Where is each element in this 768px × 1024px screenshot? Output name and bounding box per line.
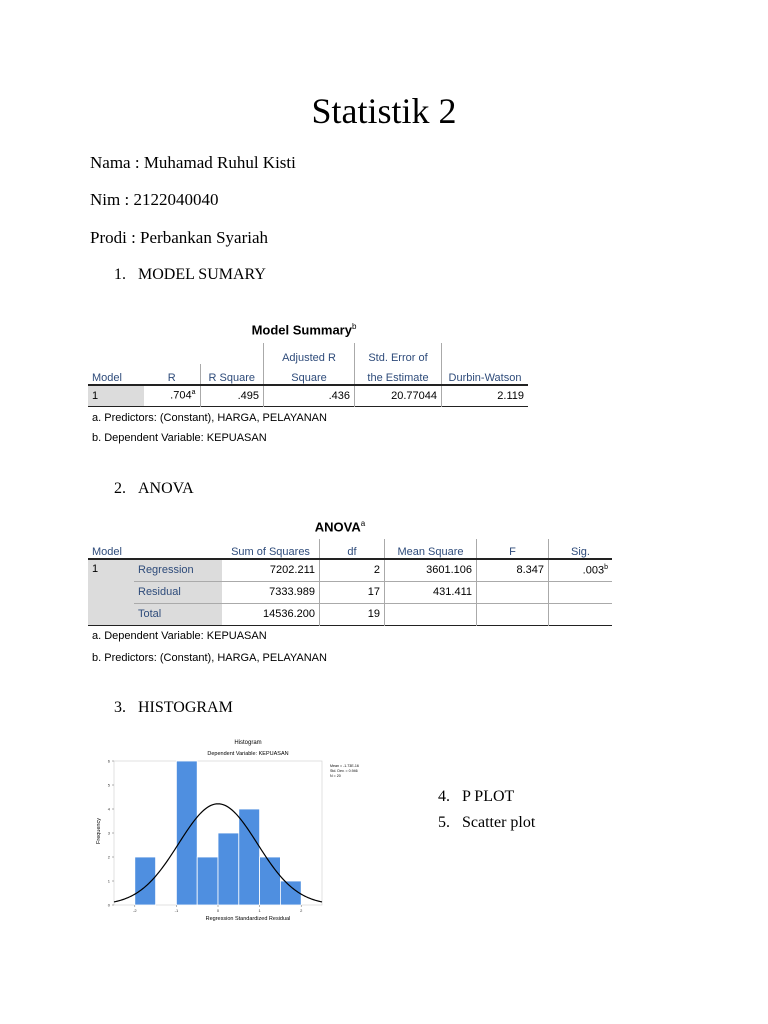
section-label: HISTOGRAM bbox=[138, 699, 233, 716]
header-df: df bbox=[320, 539, 385, 559]
x-tick-label: -1 bbox=[174, 908, 179, 913]
cell-adjusted-r: .436 bbox=[264, 385, 355, 406]
section-label: MODEL SUMARY bbox=[138, 266, 266, 283]
cell-ss: 7333.989 bbox=[269, 586, 315, 598]
document-title: Statistik 2 bbox=[311, 91, 457, 131]
header-adjusted-r: Adjusted R bbox=[264, 343, 355, 364]
anova-title-text: ANOVA bbox=[314, 519, 361, 535]
histogram-chart bbox=[90, 733, 406, 925]
cell-durbin-watson: 2.119 bbox=[442, 385, 529, 406]
anova-footnote-b: b. Predictors: (Constant), HARGA, PELAYANAN bbox=[92, 652, 327, 664]
header-model: Model bbox=[92, 372, 122, 384]
header-f: F bbox=[477, 539, 549, 559]
histogram-svg bbox=[90, 733, 406, 925]
model-summary-title bbox=[90, 322, 518, 337]
header-r-square: R Square bbox=[200, 364, 264, 385]
header-model: Model bbox=[92, 546, 122, 558]
header-mean-square: Mean Square bbox=[385, 539, 477, 559]
x-tick-label: 1 bbox=[258, 908, 261, 913]
y-tick-label: 1 bbox=[107, 878, 110, 884]
y-tick-label: 0 bbox=[107, 902, 110, 908]
section-heading-model-summary bbox=[114, 266, 266, 284]
model-summary-footnote-b: b. Dependent Variable: KEPUASAN bbox=[92, 432, 267, 444]
cell-sig bbox=[549, 603, 613, 625]
section-label: ANOVA bbox=[138, 480, 194, 497]
chart-xlabel: Regression Standardized Residual bbox=[205, 916, 291, 922]
cell-df: 2 bbox=[320, 559, 385, 581]
cell-sig bbox=[549, 559, 613, 581]
histogram-bar bbox=[280, 881, 301, 905]
title-footnote-mark: a bbox=[360, 519, 366, 528]
header-sum-of-squares: Sum of Squares bbox=[231, 546, 310, 558]
cell-sig bbox=[549, 581, 613, 603]
cell-df: 17 bbox=[320, 581, 385, 603]
header-r: R bbox=[167, 372, 176, 384]
cell-f: 8.347 bbox=[477, 559, 549, 581]
row-label-total: Total bbox=[134, 603, 222, 625]
y-tick-label: 6 bbox=[107, 758, 110, 764]
cell-df: 19 bbox=[320, 603, 385, 625]
section-number: 4. bbox=[438, 788, 450, 805]
cell-model: 1 bbox=[88, 559, 134, 625]
histogram-bar bbox=[197, 857, 218, 905]
x-tick-label: 2 bbox=[300, 908, 303, 913]
student-prodi: Prodi : Perbankan Syariah bbox=[90, 228, 268, 247]
model-summary-footnote-a: a. Predictors: (Constant), HARGA, PELAYANAN bbox=[92, 412, 327, 424]
section-label: P PLOT bbox=[462, 788, 515, 805]
section-heading-p-plot bbox=[438, 788, 514, 806]
cell-r-value: .704 bbox=[170, 390, 192, 403]
cell-ms: 431.411 bbox=[385, 581, 477, 603]
chart-ylabel: Frequency bbox=[96, 818, 102, 844]
table-row bbox=[88, 385, 528, 406]
footnote-mark: b bbox=[604, 563, 608, 571]
histogram-bar bbox=[260, 857, 281, 905]
row-label-regression: Regression bbox=[134, 559, 222, 581]
footnote-mark: a bbox=[191, 389, 196, 397]
model-summary-table bbox=[88, 343, 528, 407]
cell-std-error: 20.77044 bbox=[355, 385, 442, 406]
section-heading-anova bbox=[114, 480, 194, 498]
cell-r-square: .495 bbox=[200, 385, 264, 406]
header-durbin-watson: Durbin-Watson bbox=[442, 364, 529, 385]
section-number: 5. bbox=[438, 814, 450, 831]
histogram-bar bbox=[218, 833, 239, 905]
chart-subtitle: Dependent Variable: KEPUASAN bbox=[207, 751, 289, 757]
chart-title: Histogram bbox=[234, 740, 262, 746]
histogram-bar bbox=[239, 809, 260, 905]
stats-n: N = 20 bbox=[330, 774, 341, 778]
student-name: Nama : Muhamad Ruhul Kisti bbox=[90, 153, 296, 172]
section-heading-scatter-plot bbox=[438, 814, 535, 832]
cell-f bbox=[477, 603, 549, 625]
cell-f bbox=[477, 581, 549, 603]
stats-sd: Std. Dev. = 0.946 bbox=[330, 769, 358, 773]
cell-r bbox=[144, 385, 200, 406]
y-tick-label: 4 bbox=[107, 806, 110, 812]
x-tick-label: -2 bbox=[133, 908, 137, 913]
cell-ms: 3601.106 bbox=[385, 559, 477, 581]
header-std-error: Std. Error of bbox=[355, 343, 442, 364]
cell-ss: 14536.200 bbox=[263, 608, 315, 620]
header-sig: Sig. bbox=[549, 539, 613, 559]
y-tick-label: 5 bbox=[107, 782, 110, 788]
title-footnote-mark: b bbox=[351, 322, 357, 331]
section-label: Scatter plot bbox=[462, 814, 536, 831]
cell-ms bbox=[385, 603, 477, 625]
table-row bbox=[88, 603, 612, 625]
section-number: 3. bbox=[114, 699, 126, 716]
cell-model: 1 bbox=[88, 385, 144, 406]
section-number: 2. bbox=[114, 480, 126, 497]
y-tick-label: 2 bbox=[107, 854, 110, 860]
section-heading-histogram bbox=[114, 699, 233, 717]
anova-table bbox=[88, 539, 612, 626]
histogram-bar bbox=[176, 761, 197, 905]
student-nim: Nim : 2122040040 bbox=[90, 190, 219, 209]
table-row bbox=[88, 559, 612, 581]
row-label-residual: Residual bbox=[134, 581, 222, 603]
anova-title bbox=[90, 519, 590, 534]
y-tick-label: 3 bbox=[107, 830, 110, 836]
cell-ss: 7202.211 bbox=[269, 564, 315, 577]
histogram-bar bbox=[135, 857, 156, 905]
stats-mean: Mean = -1.73E-16 bbox=[330, 764, 359, 768]
table-row bbox=[88, 581, 612, 603]
model-summary-title-text: Model Summary bbox=[251, 322, 352, 338]
cell-sig-value: .003 bbox=[582, 564, 605, 577]
anova-footnote-a: a. Dependent Variable: KEPUASAN bbox=[92, 630, 267, 642]
x-tick-label: 0 bbox=[216, 908, 220, 913]
header-adjusted-r-2: Square bbox=[264, 364, 355, 385]
header-std-error-2: the Estimate bbox=[355, 364, 442, 385]
section-number: 1. bbox=[114, 266, 126, 283]
